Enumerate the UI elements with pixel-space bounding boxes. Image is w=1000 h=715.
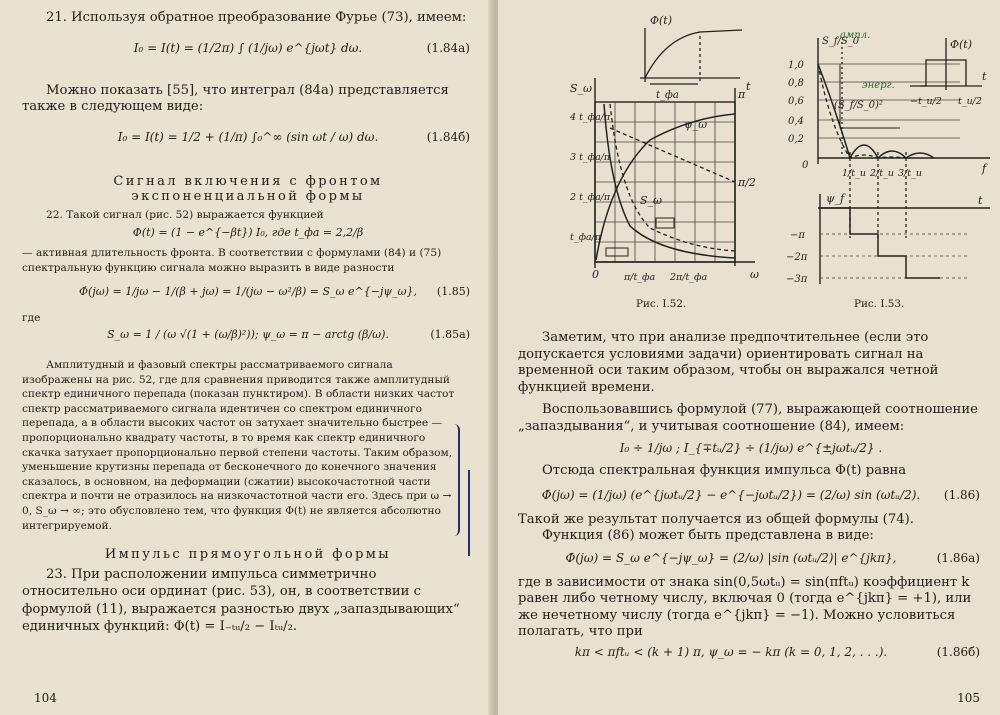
svg-text:f: f <box>982 162 987 175</box>
svg-text:t: t <box>982 70 987 83</box>
svg-text:0,6: 0,6 <box>788 96 804 107</box>
svg-text:t_u/2: t_u/2 <box>958 96 982 107</box>
hatched-box-1 <box>656 218 674 228</box>
svg-text:0: 0 <box>592 268 599 281</box>
svg-text:2 t_фа/π: 2 t_фа/π <box>570 192 611 203</box>
svg-text:(S_f/S_0)²: (S_f/S_0)² <box>834 100 883 111</box>
paragraph-22b: — активная длительность фронта. В соответствии с формулами (84) и (75) спектральную функцию сигнала можно выразить в виде разности <box>22 247 442 274</box>
svg-text:1/t_u: 1/t_u <box>842 168 866 179</box>
equation-1-84a: I₀ = I(t) = (1/2π) ∫ (1/jω) e^{jωt} dω. (1.84а) <box>133 40 470 55</box>
svg-text:0,2: 0,2 <box>788 134 804 145</box>
paragraph-21b: Можно показать [55], что интеграл (84а) представляется также в следующем виде: <box>22 82 449 114</box>
svg-text:1,0: 1,0 <box>788 60 804 71</box>
figure-1-52 <box>570 8 770 293</box>
svg-text:t: t <box>978 194 983 207</box>
paragraph-delay-relation: Воспользовавшись формулой (77), выражающей соотношение „запаздывания“, и учитывая соотношение (84), имеем: <box>518 402 978 434</box>
svg-text:π/t_фа: π/t_фа <box>624 272 656 283</box>
unit-step-spectrum-curve <box>610 104 735 251</box>
page-number-right: 105 <box>957 691 980 705</box>
figure-1-53-caption: Рис. I.53. <box>854 298 905 310</box>
paragraph-same-result: Такой же результат получается из общей формулы (74). <box>518 511 914 527</box>
label-gde: где <box>22 312 41 325</box>
paragraph-representation: Функция (86) может быть представлена в виде: <box>542 528 874 543</box>
page-number-left: 104 <box>34 691 57 705</box>
svg-text:t_фа: t_фа <box>656 90 679 101</box>
margin-bracket-1 <box>452 424 460 536</box>
svg-text:−π: −π <box>790 230 805 241</box>
paragraph-22: 22. Такой сигнал (рис. 52) выражается функцией <box>46 208 324 221</box>
svg-text:0,8: 0,8 <box>788 78 804 89</box>
figure-1-53 <box>780 8 995 293</box>
paragraph-even-function: Заметим, что при анализе предпочтительнее (если это допускается условиями задачи) ориентировать сигнал на временной оси таким образом, чтобы он выражался четной функцией времени. <box>518 330 939 395</box>
svg-text:S_ω: S_ω <box>640 194 663 207</box>
inset-front-curve <box>645 30 742 78</box>
amplitude-ratio-curve <box>818 64 934 158</box>
svg-text:−3π: −3π <box>786 274 808 285</box>
svg-text:t_фа/π: t_фа/π <box>570 232 602 243</box>
figures-area <box>518 8 987 310</box>
svg-text:ψ_ω: ψ_ω <box>684 118 708 131</box>
svg-text:π: π <box>738 88 746 101</box>
svg-text:ампл.: ампл. <box>840 30 871 41</box>
energy-ratio-curve <box>818 64 906 158</box>
equation-1-86a: Φ̇(jω) = S_ω e^{−jψ_ω} = (2/ω) |sin (ωtᵤ/2)| e^{jkπ}, (1.86а) <box>565 550 980 565</box>
svg-text:3 t_фа/π: 3 t_фа/π <box>570 152 611 163</box>
phase-staircase <box>820 208 940 278</box>
equation-signal-exponential: Φ(t) = (1 − e^{−βt}) I₀, где t_фа = 2,2/β <box>132 226 364 240</box>
svg-text:ω: ω <box>750 268 759 281</box>
hatched-box-2 <box>606 248 628 256</box>
figure-1-52-caption: Рис. I.52. <box>636 298 687 310</box>
section-heading-rectangular: Импульс прямоугольной формы <box>104 547 392 563</box>
svg-text:S_f/S_0: S_f/S_0 <box>822 36 860 47</box>
svg-text:−2π: −2π <box>786 252 808 263</box>
section-heading-exponential: Сигнал включения с фронтом экспоненциальной формы <box>113 173 383 204</box>
margin-bracket-2 <box>466 470 470 556</box>
svg-text:0: 0 <box>802 160 809 171</box>
svg-text:Φ(t): Φ(t) <box>650 14 673 27</box>
equation-1-86b: kπ < πftᵤ < (k + 1) π, ψ_ω = − kπ (k = 0, 1, 2, . . .). (1.86б) <box>574 644 980 659</box>
svg-text:3/t_u: 3/t_u <box>898 168 922 179</box>
paragraph-23: 23. При расположении импульса симметрично относительно оси ординат (рис. 53), он, в соответствии с формулой (11), выражается разностью двух „запаздывающих“ единичных функций: Φ(t) = I₋ₜᵤ/₂ − Iₜᵤ/₂. <box>22 567 460 634</box>
svg-text:0,4: 0,4 <box>788 116 804 127</box>
psi-omega-curve <box>596 114 735 260</box>
equation-1-85a: S_ω = 1 / (ω √(1 + (ω/β)²)); ψ_ω = π − arctg (β/ω). (1.85а) <box>107 327 470 341</box>
svg-text:S_ω: S_ω <box>570 82 593 95</box>
paragraph-21: 21. Используя обратное преобразование Фурье (73), имеем: <box>46 10 467 25</box>
equation-1-86: Φ̇(jω) = (1/jω) (e^{jωtᵤ/2} − e^{−jωtᵤ/2}) = (2/ω) sin (ωtᵤ/2). (1.86) <box>541 487 980 502</box>
paragraph-spectra: Амплитудный и фазовый спектры рассматриваемого сигнала изображены на рис. 52, где для сравнения приводится также амплитудный спектр единичного перепада (показан пунктиром). В области низких частот спектр рассматриваемого сигнала идентичен со спектром единичного перепада, а в области высоких частот он затухает значительно быстрее — пропорционально квадрату частоты, в то время как спектр единичного скачка затухает пропорционально первой степени частоты. Таким образом, уменьшение крутизны перепада от бесконечного до конечного значения сказалось, в основном, на деформации (сжатии) высокочастотной части спектра и почти не отразилось на низкочастотной части его. Здесь при ω → 0, S_ω → ∞; это обусловлено тем, что функция Φ(t) не является абсолютно интегрируемой. <box>22 358 455 532</box>
page-104 <box>0 0 492 715</box>
svg-text:π/2: π/2 <box>738 176 756 189</box>
paragraph-coefficient-k: где в зависимости от знака sin(0,5ωtᵤ) = sin(πftᵤ) коэффициент k равен либо четному числу, включая 0 (тогда e^{jkπ} = +1), или же нечетному числу (тогда e^{jkπ} = −1). Можно условиться полагать, что при <box>518 574 972 639</box>
svg-text:энерг.: энерг. <box>862 80 895 91</box>
equation-delayed-steps: I₀ ÷ 1/jω ; I_{∓tᵤ/2} ÷ (1/jω) e^{±jωtᵤ/2} . <box>619 441 883 455</box>
paragraph-spectral-function: Отсюда спектральная функция импульса Φ(t) равна <box>542 463 907 478</box>
page-105 <box>498 0 1000 715</box>
svg-text:2π/t_фа: 2π/t_фа <box>670 272 708 283</box>
svg-text:Φ(t): Φ(t) <box>950 38 973 51</box>
svg-text:t: t <box>746 80 751 93</box>
svg-text:2/t_u: 2/t_u <box>870 168 894 179</box>
equation-1-84b: I₀ = I(t) = 1/2 + (1/π) ∫₀^∞ (sin ωt / ω) dω. (1.84б) <box>117 129 470 144</box>
svg-text:−t_u/2: −t_u/2 <box>910 96 942 107</box>
svg-text:4 t_фа/π: 4 t_фа/π <box>570 112 611 123</box>
equation-1-85: Φ̇(jω) = 1/jω − 1/(β + jω) = 1/(jω − ω²/β) = S_ω e^{−jψ_ω}, (1.85) <box>79 285 470 299</box>
svg-text:ψ_f: ψ_f <box>826 192 845 205</box>
